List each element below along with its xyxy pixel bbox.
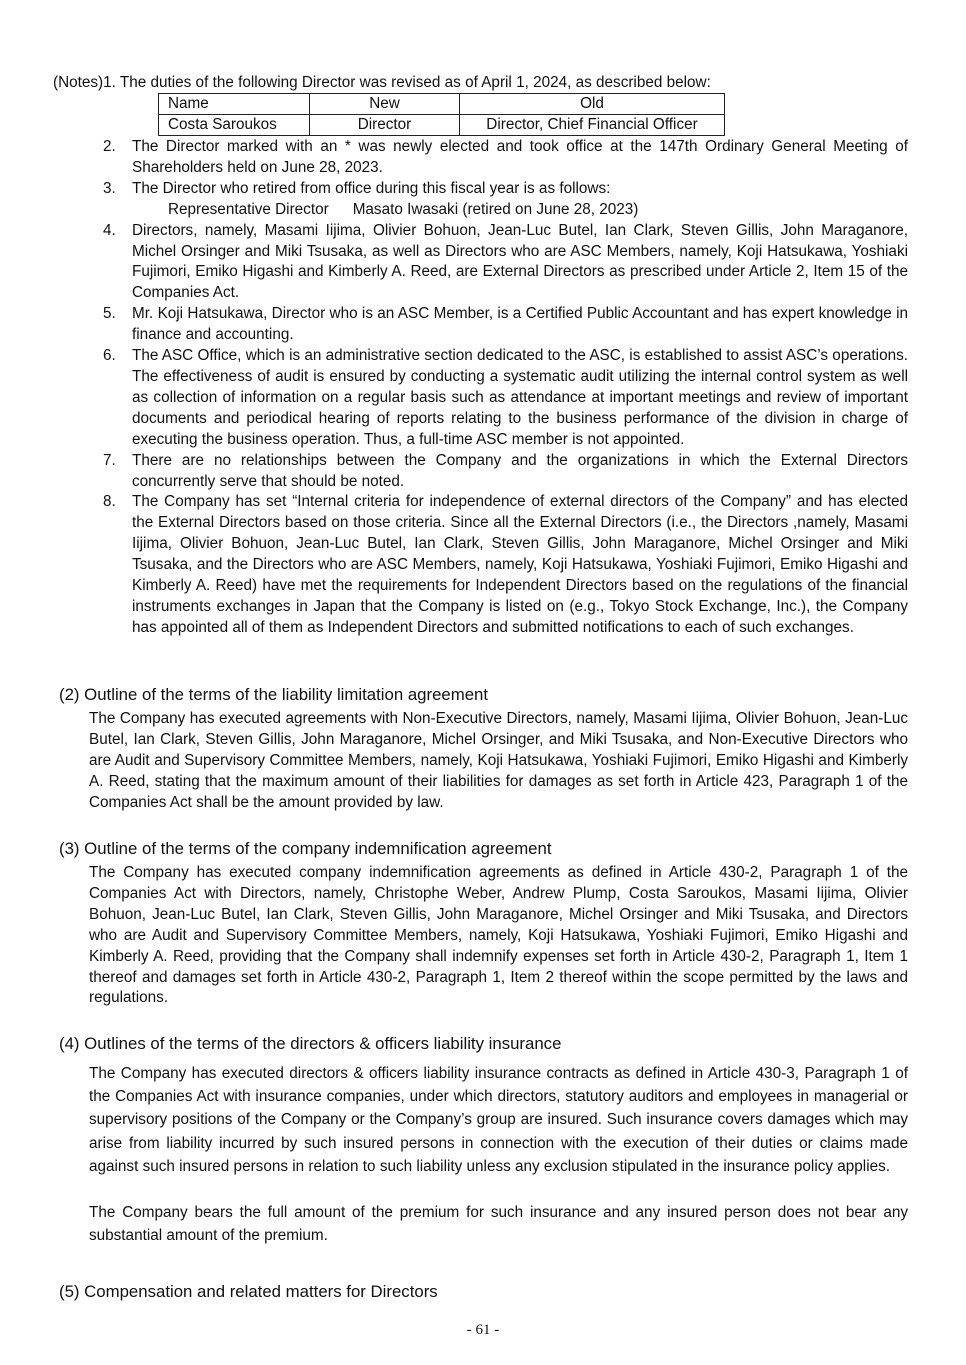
table-header-name: Name bbox=[159, 94, 310, 115]
table-cell-old: Director, Chief Financial Officer bbox=[460, 115, 725, 136]
note-text: There are no relationships between the Company and the organizations in which the External Directors concurrently serve that should be noted. bbox=[132, 451, 908, 490]
table-cell-new: Director bbox=[310, 115, 460, 136]
note-2 bbox=[100, 137, 908, 179]
note-number: 7. bbox=[103, 451, 116, 469]
section-3-body: The Company has executed company indemnification agreements as defined in Article 430-2, Paragraph 1 of the Companies Act with Directors, namely, Christophe Weber, Andrew Plump, Costa Saroukos, Masami Iijima, Olivier Bohuon, Jean-Luc Butel, Ian Clark, Steven Gillis, John Maraganore, Michel Orsinger and Miki Tsusaka, and Directors who are Audit and Supervisory Committee Members, namely, Koji Hatsukawa, Yoshiaki Fujimori, Emiko Higashi and Kimberly A. Reed, providing that the Company shall indemnify expenses set forth in Article 430-2, Paragraph 1, Item 1 thereof and damages set forth in Article 430-2, Paragraph 1, Item 2 thereof within the scope permitted by the laws and regulations. bbox=[89, 864, 908, 1007]
note-6 bbox=[100, 346, 908, 451]
director-duty-table bbox=[158, 93, 725, 136]
table-cell-name: Costa Saroukos bbox=[159, 115, 310, 136]
retired-director-name: Masato Iwasaki (retired on June 28, 2023) bbox=[352, 200, 639, 218]
note-list bbox=[100, 137, 908, 639]
note-text: The Company has set “Internal criteria for independence of external directors of the Company” and has elected the External Directors based on those criteria. Since all the External Directors (i.e., the Directors ,namely, Masami Iijima, Olivier Bohuon, Jean-Luc Butel, Ian Clark, Steven Gillis, John Maraganore, Michel Orsinger and Miki Tsusaka, and the Directors who are ASC Members, namely, Koji Hatsukawa, Yoshiaki Fujimori, Emiko Higashi and Kimberly A. Reed) have met the requirements for Independent Directors based on the regulations of the financial instruments exchanges in Japan that the Company is listed on (e.g., Tokyo Stock Exchange, Inc.), the Company has appointed all of them as Independent Directors and submitted notifications to each of such exchanges. bbox=[132, 493, 908, 636]
section-2-title: (2) Outline of the terms of the liability limitation agreement bbox=[59, 685, 489, 704]
note-3 bbox=[100, 179, 908, 200]
retired-director-line bbox=[100, 200, 908, 221]
note-text: The Director marked with an * was newly elected and took office at the 147th Ordinary General Meeting of Shareholders held on June 28, 2023. bbox=[132, 138, 908, 176]
note-8 bbox=[100, 492, 908, 638]
note-text: The Director who retired from office during this fiscal year is as follows: bbox=[132, 179, 611, 197]
note-4 bbox=[100, 221, 908, 305]
note-text: Directors, namely, Masami Iijima, Olivier Bohuon, Jean-Luc Butel, Ian Clark, Steven Gillis, John Maraganore, Michel Orsinger and Miki Tsusaka, as well as Directors who are ASC Members, namely, Koji Hatsukawa, Yoshiaki Fujimori, Emiko Higashi and Kimberly A. Reed, are External Directors as prescribed under Article 2, Item 15 of the Companies Act. bbox=[132, 221, 908, 302]
table-row bbox=[159, 115, 725, 136]
note-7 bbox=[100, 451, 908, 493]
section-2-body: The Company has executed agreements with Non-Executive Directors, namely, Masami Iijima, Olivier Bohuon, Jean-Luc Butel, Ian Clark, Steven Gillis, John Maraganore, Michel Orsinger, and Miki Tsusaka, and Non-Executive Directors who are Audit and Supervisory Committee Members, namely, Koji Hatsukawa, Yoshiaki Fujimori, Emiko Higashi and Kimberly A. Reed, stating that the maximum amount of their liabilities for damages as set forth in Article 423, Paragraph 1 of the Companies Act shall be the amount provided by law. bbox=[89, 710, 908, 811]
note-number: 3. bbox=[103, 179, 116, 197]
table-header-row bbox=[159, 94, 725, 115]
note-text: The ASC Office, which is an administrative section dedicated to the ASC, is established to assist ASC’s operations. The effectiveness of audit is ensured by conducting a systematic audit utilizing the internal control system as well as collection of information on a regular basis such as attendance at important meetings and review of important documents and periodical hearing of reports relating to the business performance of the division in charge of executing the business operation. Thus, a full-time ASC member is not appointed. bbox=[132, 347, 908, 448]
section-3-title: (3) Outline of the terms of the company indemnification agreement bbox=[59, 839, 552, 858]
section-4-body-2: The Company bears the full amount of the premium for such insurance and any insured person does not bear any substantial amount of the premium. bbox=[89, 1204, 908, 1245]
retired-director-title: Representative Director bbox=[168, 200, 329, 218]
section-5-title: (5) Compensation and related matters for Directors bbox=[59, 1282, 438, 1301]
note-number: 2. bbox=[103, 138, 116, 155]
table-header-new: New bbox=[310, 94, 460, 115]
note-number: 5. bbox=[103, 305, 116, 323]
note-1: (Notes)1. The duties of the following Director was revised as of April 1, 2024, as described below: bbox=[53, 74, 711, 91]
table-header-old: Old bbox=[460, 94, 725, 115]
note-number: 4. bbox=[103, 221, 116, 239]
page-number: - 61 - bbox=[466, 1322, 500, 1338]
note-text: Mr. Koji Hatsukawa, Director who is an ASC Member, is a Certified Public Accountant and has expert knowledge in finance and accounting. bbox=[132, 305, 908, 344]
section-4-title: (4) Outlines of the terms of the directors & officers liability insurance bbox=[59, 1034, 562, 1053]
note-number: 6. bbox=[103, 347, 116, 365]
note-5 bbox=[100, 304, 908, 346]
notes-block bbox=[53, 73, 913, 636]
note-number: 8. bbox=[103, 493, 116, 511]
section-4-body-1: The Company has executed directors & officers liability insurance contracts as defined in Article 430-3, Paragraph 1 of the Companies Act with insurance companies, under which directors, statutory auditors and employees in managerial or supervisory positions of the Company or the Company’s group are insured. Such insurance covers damages which may arise from liability incurred by such insured persons in connection with the execution of their duties or claims made against such insured persons in relation to such liability unless any exclusion stipulated in the insurance policy applies. bbox=[89, 1065, 908, 1175]
